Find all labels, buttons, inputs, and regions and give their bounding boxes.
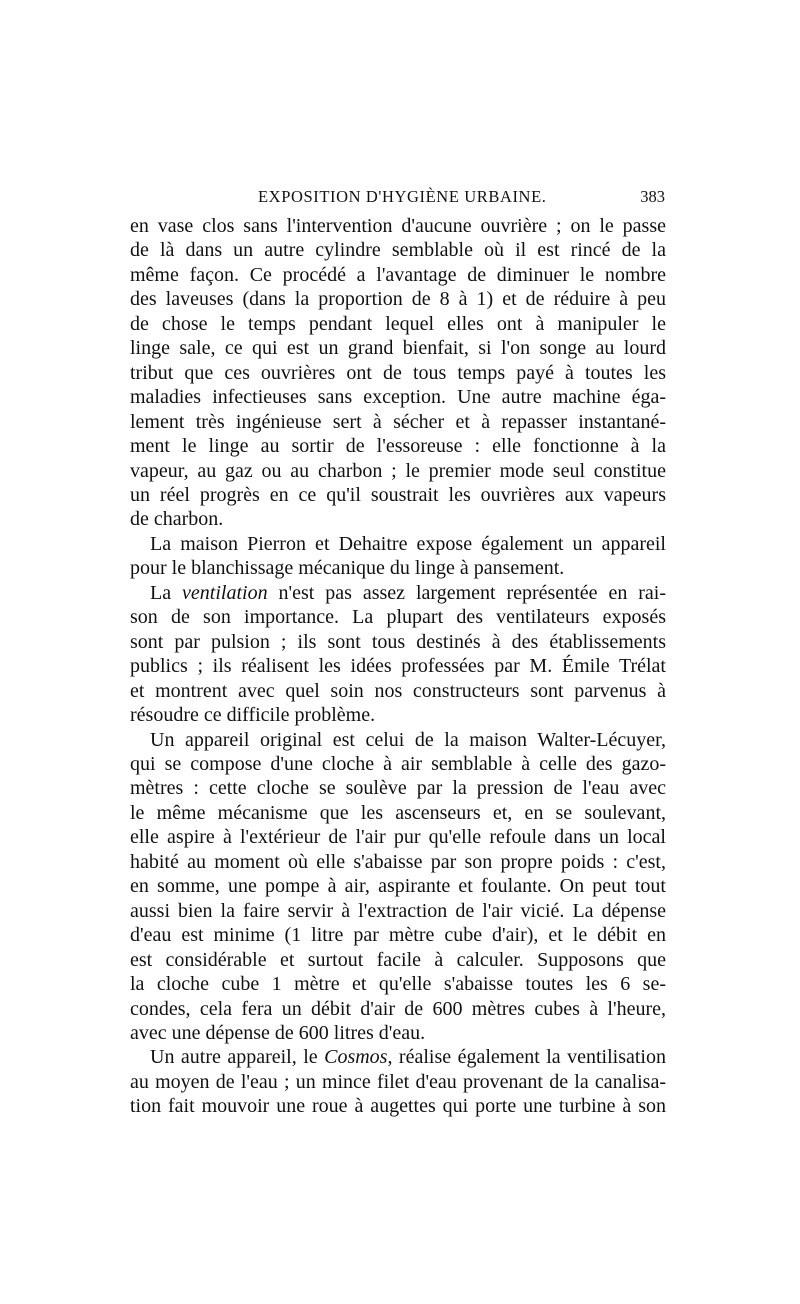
text-line: son de son importance. La plupart des ventilateurs exposés: [130, 606, 666, 629]
text-line: condes, cela fera un débit d'air de 600 mètres cubes à l'heure,: [130, 997, 666, 1020]
text-line: est considérable et surtout facile à calculer. Supposons que: [130, 948, 666, 971]
text-line: le même mécanisme que les ascenseurs et, en se soulevant,: [130, 801, 666, 824]
text-line: qui se compose d'une cloche à air semblable à celle des gazo-: [130, 752, 666, 775]
text-line: même façon. Ce procédé a l'avantage de diminuer le nombre: [130, 263, 666, 286]
text-line: mètres : cette cloche se soulève par la pression de l'eau avec: [130, 777, 666, 800]
text-line: de charbon.: [130, 508, 224, 531]
text-line: des laveuses (dans la proportion de 8 à 1) et de réduire à peu: [130, 288, 666, 311]
body-text: [130, 214, 666, 1119]
text-line: de là dans un autre cylindre semblable où il est rincé de la: [130, 239, 666, 262]
text-line: ment le linge au sortir de l'essoreuse : elle fonctionne à la: [130, 435, 666, 458]
italic-term: Cosmos: [324, 1046, 388, 1069]
text-line: tion fait mouvoir une roue à augettes qui porte une turbine à son: [130, 1095, 666, 1118]
page-number: 383: [640, 187, 665, 206]
text-line: vapeur, au gaz ou au charbon ; le premier mode seul constitue: [130, 459, 666, 482]
running-title: EXPOSITION D'HYGIÈNE URBAINE.: [258, 187, 547, 206]
text-line: et montrent avec quel soin nos constructeurs sont parvenus à: [130, 679, 666, 702]
text-line: au moyen de l'eau ; un mince filet d'eau provenant de la canalisa-: [130, 1070, 666, 1093]
text-line: la cloche cube 1 mètre et qu'elle s'abaisse toutes les 6 se-: [130, 973, 666, 996]
text-line: publics ; ils réalisent les idées professées par M. Émile Trélat: [130, 655, 666, 678]
running-head: [130, 187, 665, 211]
paragraph-1: [130, 214, 666, 532]
text-line: elle aspire à l'extérieur de l'air pur qu'elle refoule dans un local: [130, 826, 666, 849]
text-line: maladies infectieuses sans exception. Une autre machine éga-: [130, 386, 666, 409]
text-line: de chose le temps pendant lequel elles ont à manipuler le: [130, 312, 666, 335]
text-line: lement très ingénieuse sert à sécher et à repasser instantané-: [130, 410, 666, 433]
text-line: linge sale, ce qui est un grand bienfait, si l'on songe au lourd: [130, 337, 666, 360]
paragraph-2: [130, 532, 666, 581]
paragraph-5: [130, 1045, 666, 1118]
text-line: en vase clos sans l'intervention d'aucune ouvrière ; on le passe: [130, 215, 666, 237]
text-line: tribut que ces ouvrières ont de tous temps payé à toutes les: [130, 361, 666, 384]
text-line: en somme, une pompe à air, aspirante et foulante. On peut tout: [130, 875, 666, 898]
text-line: avec une dépense de 600 litres d'eau.: [130, 1021, 426, 1044]
text-line: d'eau est minime (1 litre par mètre cube d'air), et le débit en: [130, 924, 666, 947]
paragraph-4: [130, 728, 666, 1046]
text-line: pour le blanchissage mécanique du linge à pansement.: [130, 557, 565, 580]
italic-term: ventilation: [182, 581, 268, 604]
paragraph-3: [130, 581, 666, 728]
text-line: aussi bien la faire servir à l'extraction de l'air vicié. La dépense: [130, 899, 666, 922]
text-line: un réel progrès en ce qu'il soustrait les ouvrières aux vapeurs: [130, 483, 666, 506]
text-line: habité au moment où elle s'abaisse par son propre poids : c'est,: [130, 850, 666, 873]
text-line: La maison Pierron et Dehaitre expose également un appareil: [150, 532, 666, 555]
text-line: Un appareil original est celui de la maison Walter-Lécuyer,: [150, 728, 666, 751]
text-line: sont par pulsion ; ils sont tous destinés à des établissements: [130, 630, 666, 653]
text-line: La ventilation n'est pas assez largement représentée en rai-: [150, 581, 667, 604]
text-line: résoudre ce difficile problème.: [130, 704, 376, 727]
text-line: Un autre appareil, le Cosmos, réalise également la ventilisation: [150, 1046, 666, 1069]
